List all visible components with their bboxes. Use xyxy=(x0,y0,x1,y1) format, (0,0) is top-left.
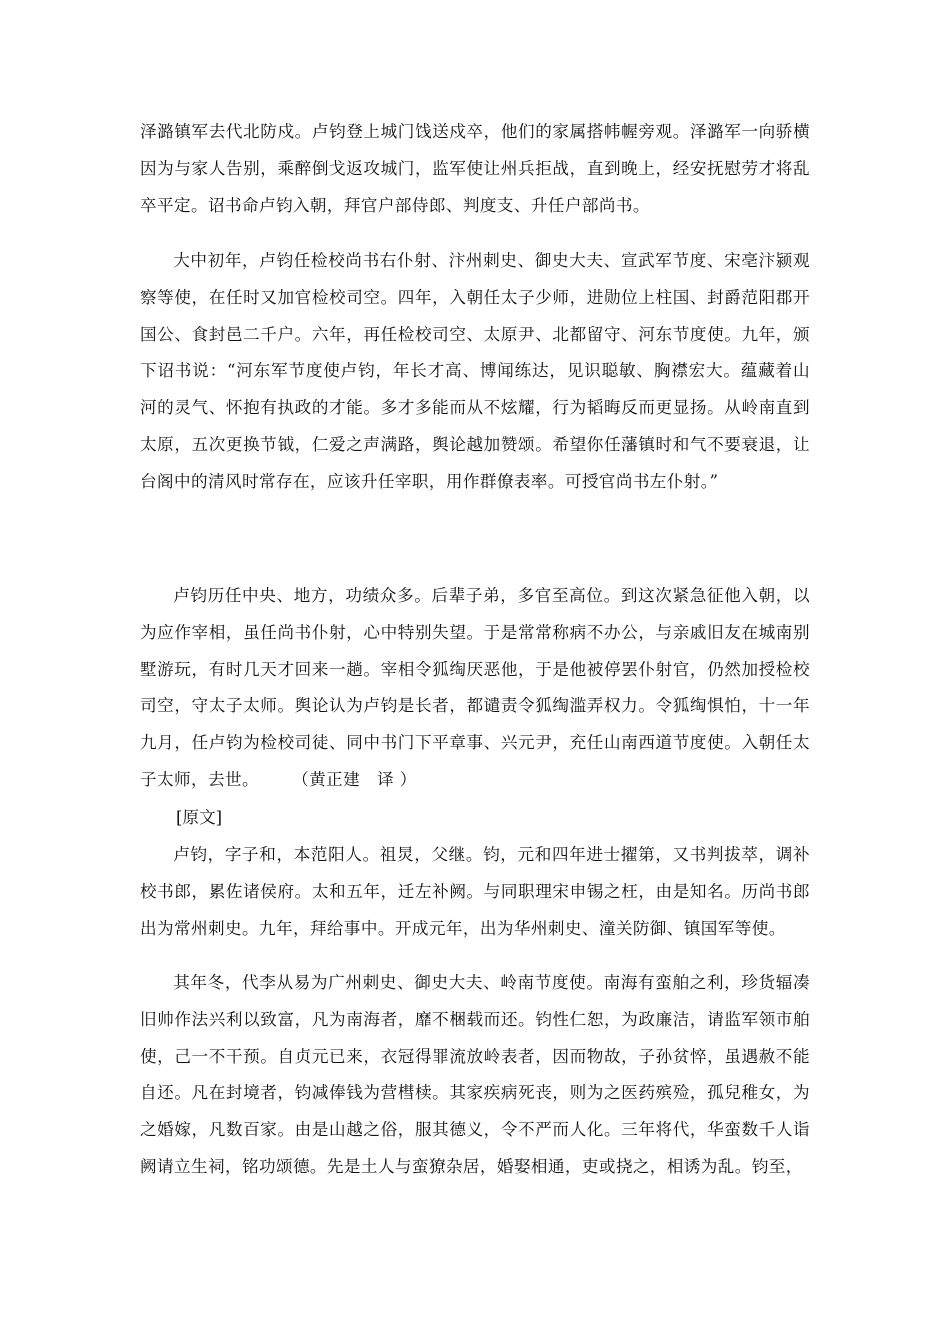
translation-paragraph-3 xyxy=(140,578,810,799)
original-text-heading: [原文] xyxy=(176,808,223,827)
original-paragraph-2: 其年冬，代李从易为广州刺史、御史大夫、岭南节度使。南海有蛮舶之利，珍货辐凑旧帅作法兴利以致富，凡为南海者，靡不梱载而还。钧性仁恕，为政廉洁，请监军领市舶使，己一不干预。自贞元已来，衣冠得罪流放岭表者，因而物故，子孙贫悴，虽遇赦不能自还。凡在封境者，钧减俸钱为营槥椟。其家疾病死丧，则为之医药殡殓，孤兒稚女，为之婚嫁，凡数百家。由是山越之俗，服其德义，令不严而人化。三年将代，华蛮数千人诣阙请立生祠，铭功颂德。先是土人与蛮獠杂居，婚娶相通，吏或挠之，相诱为乱。钧至， xyxy=(140,973,810,1176)
translation-paragraph-3-text: 卢钧历任中央、地方，功绩众多。后辈子弟，多官至高位。到这次紧急征他入朝，以为应作宰相，虽任尚书仆射，心中特别失望。于是常常称病不办公，与亲戚旧友在城南别墅游玩，有时几天才回来一趟。宰相令狐绹厌恶他，于是他被停罢仆射官，仍然加授检校司空，守太子太师。舆论认为卢钧是长者，都谴责令狐绹滥弄权力。令狐绹惧怕，十一年九月，任卢钧为检校司徒、同中书门下平章事、兴元尹，充任山南西道节度使。入朝任太子太师，去世。 xyxy=(140,586,810,789)
translation-paragraph-2: 大中初年，卢钧任检校尚书右仆射、汴州刺史、御史大夫、宣武军节度、宋亳汴颍观察等使，在任时又加官检校司空。四年，入朝任太子少师，进勋位上柱国、封爵范阳郡开国公、食封邑二千户。六年，再任检校司空、太原尹、北都留守、河东节度使。九年，颁下诏书说：“河东军节度使卢钧，年长才高、博闻练达，见识聪敏、胸襟宏大。蕴藏着山河的灵气、怀抱有执政的才能。多才多能而从不炫耀，行为韬晦反而更显扬。从岭南直到太原，五次更换节钺，仁爱之声满路，舆论越加赞颂。希望你任藩镇时和气不要衰退，让台阁中的清风时常存在，应该升任宰职，用作群僚表率。可授官尚书左仆射。” xyxy=(140,251,810,491)
translation-paragraph-1: 泽潞镇军去代北防戍。卢钧登上城门饯送戍卒，他们的家属搭帏幄旁观。泽潞军一向骄横因为与家人告别，乘醉倒戈返攻城门，监军使让州兵拒战，直到晚上，经安抚慰劳才将乱卒平定。诏书命卢钧入朝，拜官户部侍郎、判度支、升任户部尚书。 xyxy=(140,122,810,215)
original-paragraph-1: 卢钧，字子和，本范阳人。祖炅，父继。钧，元和四年进士擢第，又书判拔萃，调补校书郎，累佐诸侯府。太和五年，迁左补阙。与同职理宋申锡之枉，由是知名。历尚书郎出为常州刺史。九年，拜给事中。开成元年，出为华州刺史、潼关防御、镇国军等使。 xyxy=(140,845,810,938)
translator-credit: （黄正建 译 ） xyxy=(292,769,417,789)
